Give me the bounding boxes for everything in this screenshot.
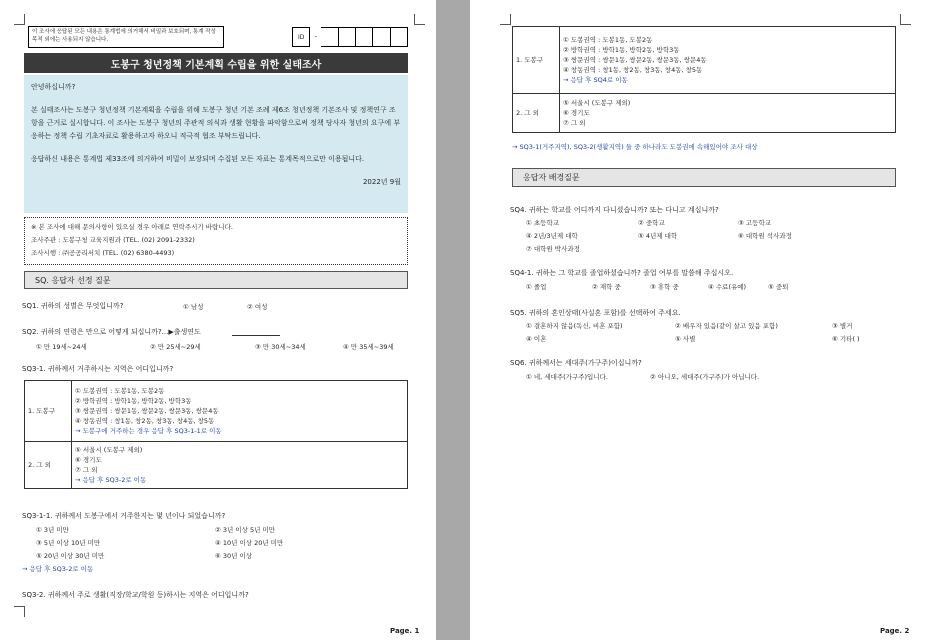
option[interactable]: ① 도봉권역 : 도봉1동, 도봉2동	[75, 387, 165, 395]
option[interactable]: ② 배우자 있음(같이 살고 있음 포함)	[675, 322, 778, 330]
option[interactable]: ④ 2년/3년제 대학	[526, 232, 578, 240]
option[interactable]: ⑥ 대학원 석사과정	[738, 232, 792, 240]
intro-body: 본 실태조사는 도봉구 청년정책 기본계획을 수립을 위해 도봉구 청년 기본 조례 제6조 청년정책 기본조사 및 정책연구 조항을 근거로 실시합니다. 이 조사는 도봉구 청년의 주관적 의식과 생활 현황을 파악함으로써 정책 당사자 청년의 요구에 부응하는 정책 수립 기초자료로 활용하고자 하오니 적극적 협조 부탁드립니다.	[31, 106, 401, 140]
option[interactable]: ① 도봉권역 : 도봉1동, 도봉2동	[563, 36, 653, 44]
id-cell[interactable]	[373, 27, 390, 47]
option[interactable]: ④ 창동권역 : 창1동, 창2동, 창3동, 창4동, 창5동	[563, 66, 703, 74]
option[interactable]: ② 재학 중	[592, 283, 621, 291]
id-cell[interactable]	[339, 27, 356, 47]
option[interactable]: ② 중학교	[638, 219, 665, 227]
option[interactable]: ② 방학권역 : 방학1동, 방학2동, 방학3동	[75, 397, 192, 405]
option[interactable]: ① 초등학교	[526, 219, 560, 227]
region-label-other: 2. 그 외	[25, 442, 72, 489]
crop-mark	[14, 14, 25, 25]
option[interactable]: ⑥ 경기도	[563, 109, 590, 117]
option[interactable]: ① 3년 미만	[36, 526, 69, 534]
contact-firm: 조사시행 : ㈜공공리서치 (TEL. (02) 6380-4493)	[31, 249, 175, 257]
routing-note: → 응답 후 SQ3-2로 이동	[22, 565, 94, 573]
option[interactable]: ② 방학권역 : 방학1동, 방학2동, 방학3동	[563, 46, 680, 54]
survey-title: 도봉구 청년정책 기본계획 수립을 위한 실태조사	[24, 53, 408, 73]
crop-mark	[500, 14, 511, 25]
option[interactable]: ② 여성	[247, 303, 268, 311]
survey-eligibility-note: → SQ3-1(거주지역), SQ3-2(생활지역) 둘 중 하나라도 도봉권에 속해있어야 조사 대상	[512, 143, 758, 151]
option[interactable]: ④ 만 35세~39세	[343, 343, 394, 351]
question-sq5: SQ5. 귀하의 혼인상태(사실혼 포함)를 선택하여 주세요.	[510, 309, 681, 317]
contact-box	[24, 217, 408, 265]
page-1	[0, 0, 436, 640]
question-sq2: SQ2. 귀하의 연령은 만으로 어떻게 되십니까?...▶출생연도	[22, 328, 201, 336]
option[interactable]: ④ 창동권역 : 창1동, 창2동, 창3동, 창4동, 창5동	[75, 417, 215, 425]
routing-note: → 응답 후 SQ4로 이동	[563, 76, 628, 84]
id-box	[292, 27, 408, 47]
option[interactable]: ⑦ 그 외	[563, 119, 586, 127]
question-sq4-1: SQ4-1. 귀하는 그 학교를 졸업하셨습니까? 졸업 여부를 말씀해 주십시오.	[510, 269, 734, 277]
contact-note: ※ 본 조사에 대해 문의사항이 있으실 경우 아래로 연락주시기 바랍니다.	[31, 223, 233, 231]
contact-agency: 조사주관 : 도봉구청 교육지원과 (TEL. (02) 2091-2332)	[31, 236, 195, 244]
notice-box: 이 조사에 응답된 모든 내용은 통계법에 의거해서 비밀과 보호되며, 통계 작성 목적 외에는 사용되지 않습니다.	[28, 26, 224, 48]
routing-note: → 도봉구에 거주하는 경우 응답 후 SQ3-1-1로 이동	[75, 427, 222, 435]
option[interactable]: ④ 수료(유예)	[708, 283, 747, 291]
option[interactable]: ⑤ 중퇴	[768, 283, 789, 291]
option[interactable]: ④ 이혼	[526, 335, 547, 343]
id-cell[interactable]	[321, 27, 338, 47]
option[interactable]: ② 만 25세~29세	[150, 343, 201, 351]
option[interactable]: ② 3년 이상 5년 미만	[215, 526, 276, 534]
option[interactable]: ⑤ 사별	[675, 335, 696, 343]
page-number: Page. 1	[390, 627, 420, 635]
option[interactable]: ③ 쌍문권역 : 쌍문1동, 쌍문2동, 쌍문3동, 쌍문4동	[75, 407, 219, 415]
option[interactable]: ② 아니오, 세대주(가구주)가 아닙니다.	[650, 373, 760, 381]
option[interactable]: ③ 별거	[832, 322, 853, 330]
option[interactable]: ⑥ 30년 이상	[215, 552, 253, 560]
option[interactable]: ⑦ 대학원 박사과정	[526, 245, 580, 253]
option[interactable]: ① 결혼하지 않음(독신, 비혼 포함)	[526, 322, 623, 330]
question-sq3-2: SQ3-2. 귀하께서 주로 생활(직장/학교/학원 등)하시는 지역은 어디입니까?	[22, 591, 249, 599]
crop-mark	[414, 14, 425, 25]
option[interactable]: ⑦ 그 외	[75, 466, 98, 474]
option[interactable]: ① 만 19세~24세	[36, 343, 87, 351]
region-label-dobong: 1. 도봉구	[513, 27, 560, 94]
birth-year-field[interactable]	[232, 335, 280, 336]
question-sq1: SQ1. 귀하의 성별은 무엇입니까?	[22, 302, 124, 310]
region-label-other: 2. 그 외	[513, 94, 560, 133]
option[interactable]: ⑤ 20년 이상 30년 미만	[36, 552, 105, 560]
section-header-sq: SQ. 응답자 선정 질문	[24, 271, 408, 289]
question-sq3-1: SQ3-1. 귀하께서 거주하시는 지역은 어디입니까?	[22, 365, 174, 373]
option[interactable]: ⑤ 서울시 (도봉구 제외)	[75, 446, 143, 454]
intro-privacy: 응답하신 내용은 통계법 제33조에 의거하여 비밀이 보장되며 수집된 모든 자료는 통계목적으로만 이용됩니다.	[31, 155, 365, 163]
question-sq4: SQ4. 귀하는 학교를 어디까지 다니셨습니까? 또는 다니고 계십니까?	[510, 206, 719, 214]
option[interactable]: ③ 쌍문권역 : 쌍문1동, 쌍문2동, 쌍문3동, 쌍문4동	[563, 56, 707, 64]
option[interactable]: ⑤ 서울시 (도봉구 제외)	[563, 99, 631, 107]
region-label-dobong: 1. 도봉구	[25, 381, 72, 442]
id-cell[interactable]	[356, 27, 373, 47]
option[interactable]: ⑥ 경기도	[75, 456, 102, 464]
intro-date: 2022년 9월	[362, 178, 401, 186]
crop-mark	[14, 606, 25, 617]
question-sq3-1-1: SQ3-1-1. 귀하께서 도봉구에서 거주한지는 몇 년이나 되었습니까?	[22, 512, 226, 520]
page-number: Page. 2	[880, 627, 910, 635]
question-sq6: SQ6. 귀하께서는 세대주(가구주)이십니까?	[510, 359, 642, 367]
id-cell[interactable]	[391, 27, 408, 47]
option[interactable]: ④ 10년 이상 20년 미만	[215, 539, 284, 547]
option[interactable]: ⑤ 4년제 대학	[638, 232, 678, 240]
option[interactable]: ③ 만 30세~34세	[255, 343, 306, 351]
option[interactable]: ① 네, 세대주(가구주)입니다.	[526, 373, 608, 381]
region-table-continued	[512, 26, 896, 133]
id-label: ID	[292, 27, 310, 47]
option[interactable]: ① 졸업	[526, 283, 547, 291]
option[interactable]: ③ 고등학교	[738, 219, 772, 227]
option[interactable]: ③ 5년 이상 10년 미만	[36, 539, 101, 547]
intro-box	[24, 75, 408, 213]
option[interactable]: ① 남성	[183, 303, 204, 311]
id-dash: -	[314, 33, 318, 41]
option[interactable]: ⑥ 기타( )	[832, 335, 860, 343]
routing-note: → 응답 후 SQ3-2로 이동	[75, 476, 147, 484]
page-2	[470, 0, 931, 640]
region-table	[24, 380, 408, 489]
crop-mark	[900, 14, 911, 25]
intro-greeting: 안녕하십니까?	[31, 83, 76, 91]
option[interactable]: ③ 휴학 중	[650, 283, 679, 291]
section-header-background: 응답자 배경질문	[512, 168, 896, 187]
page-gap	[436, 0, 470, 640]
